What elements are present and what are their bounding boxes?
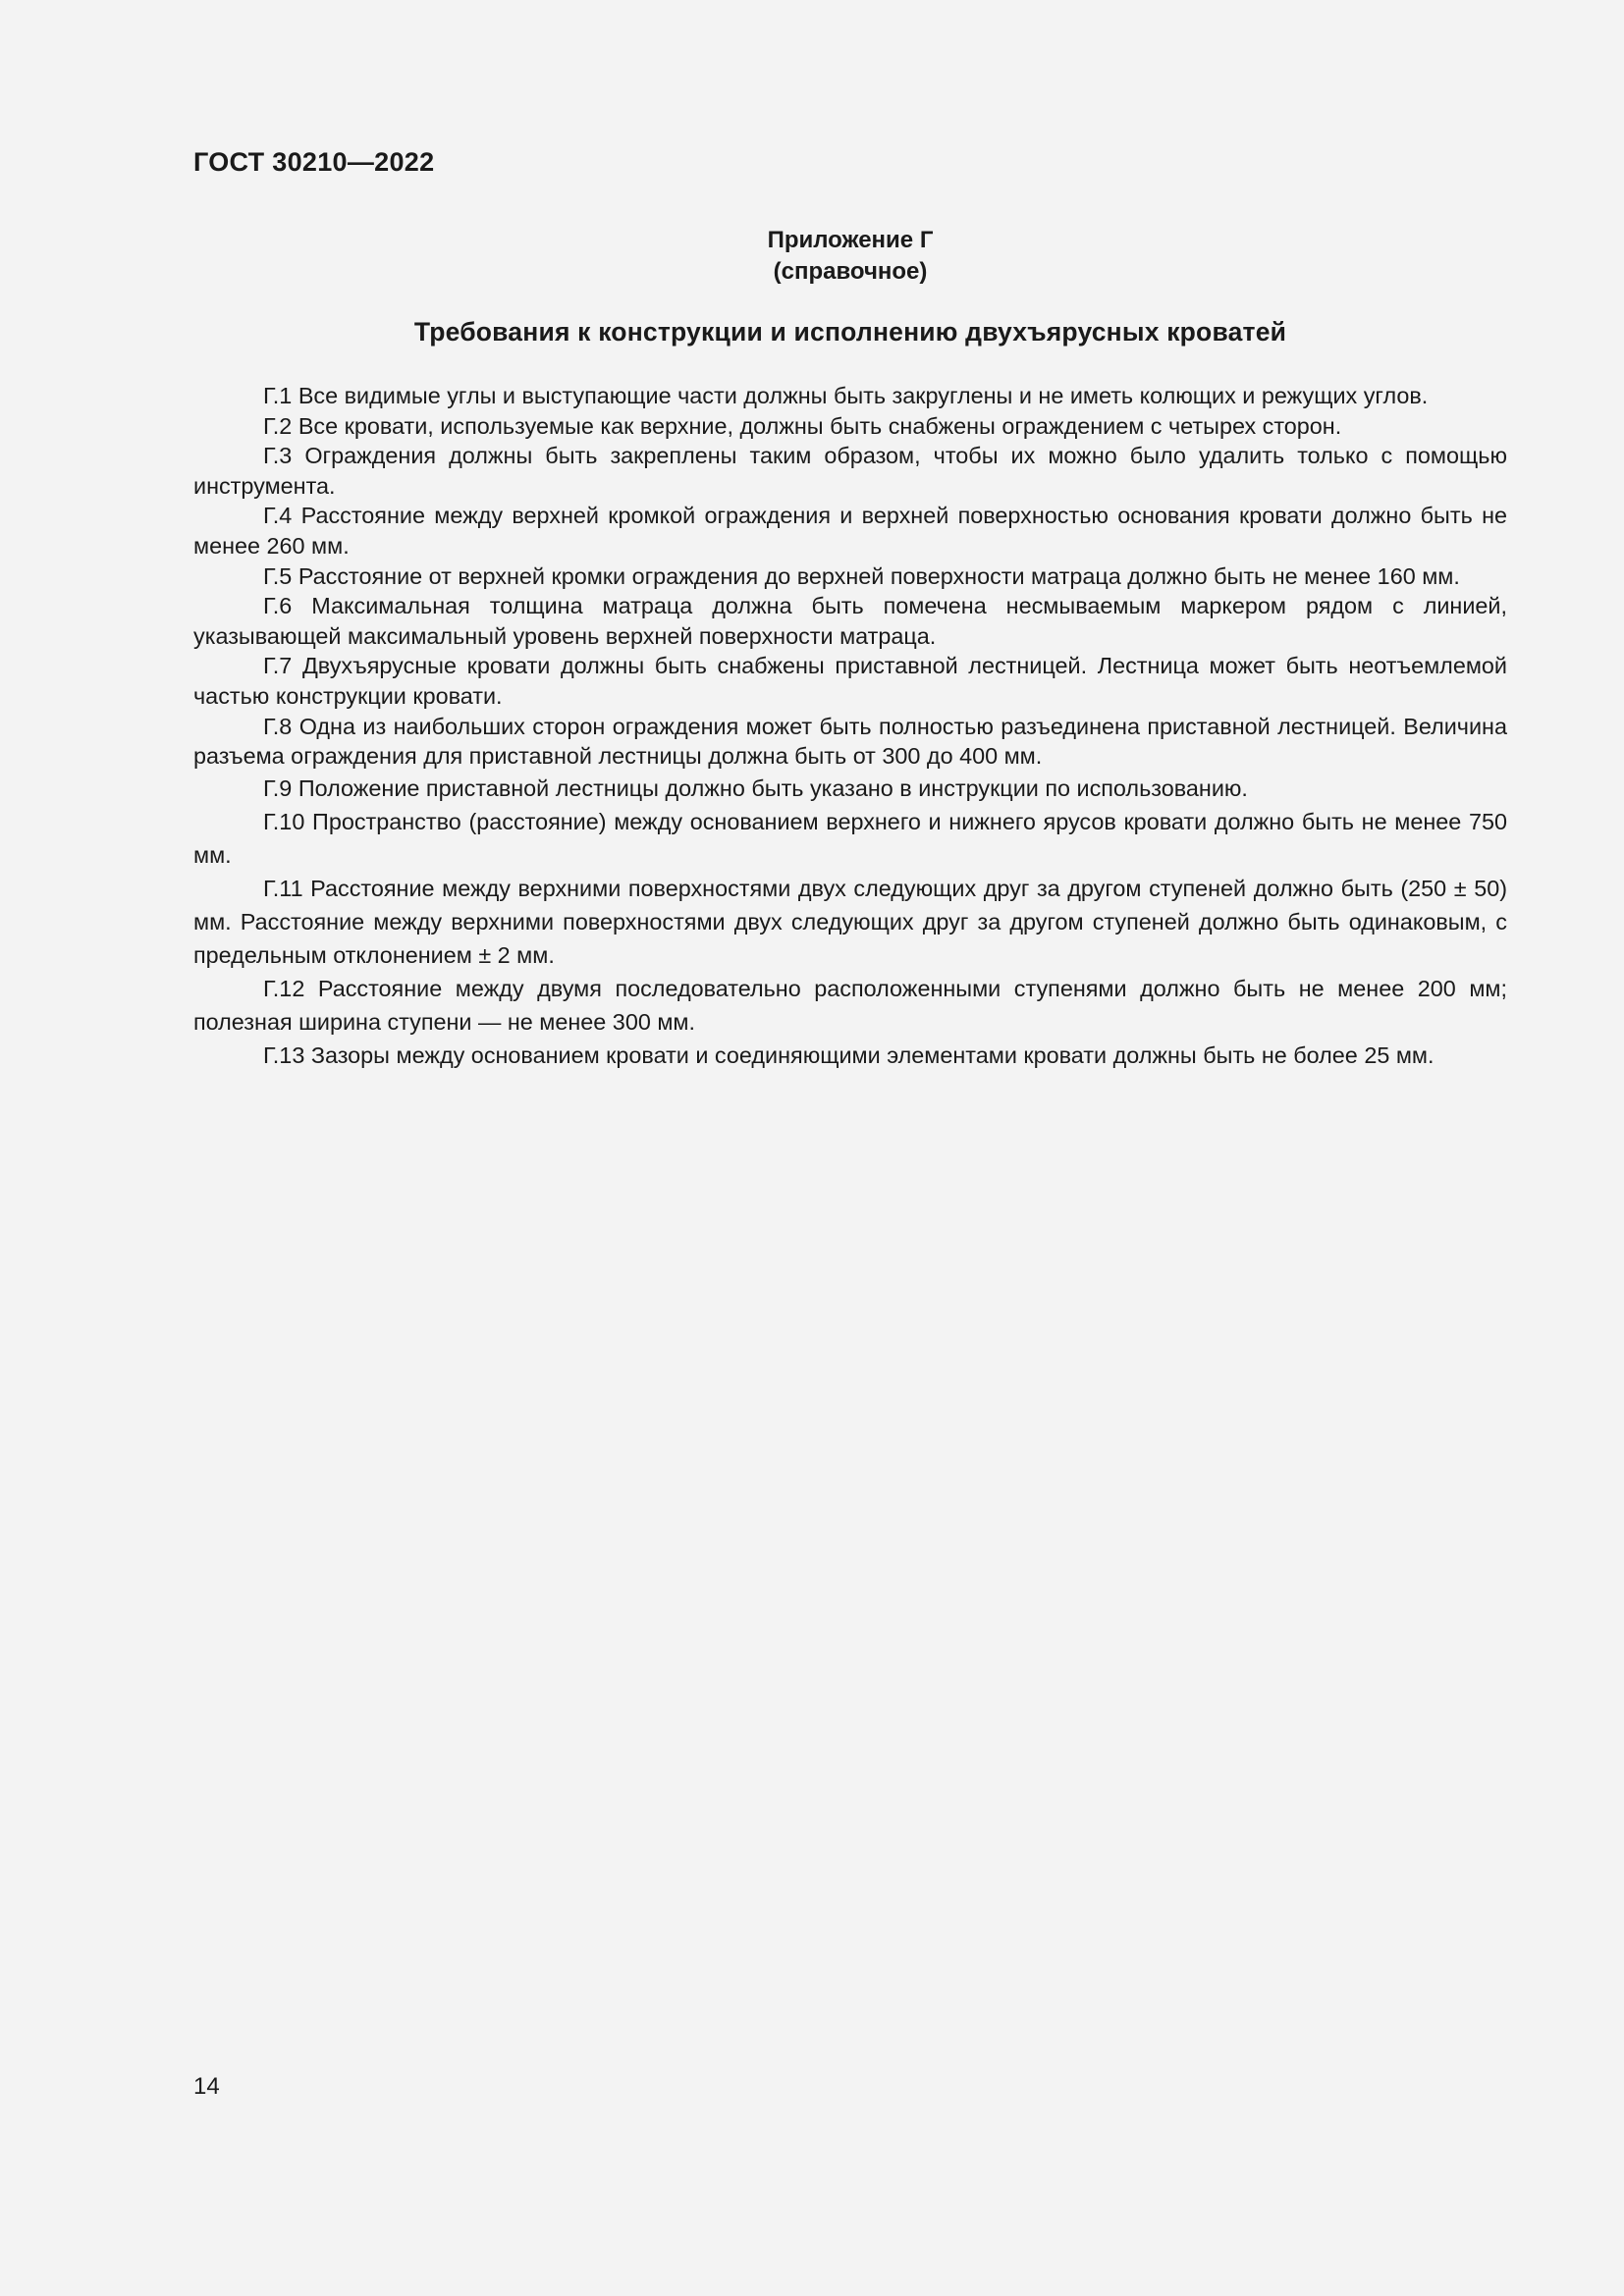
page-number: 14: [193, 2073, 220, 2100]
paragraph-g6: Г.6 Максимальная толщина матраца должна быть помечена несмываемым маркером рядом с линией, указывающей максимальный уровень верхней поверхности матраца.: [193, 593, 1507, 649]
paragraph-g5: Г.5 Расстояние от верхней кромки ограждения до верхней поверхности матраца должно быть не менее 160 мм.: [263, 562, 1460, 589]
document-header: ГОСТ 30210—2022: [193, 147, 435, 177]
appendix-title: Требования к конструкции и исполнению двухъярусных кроватей: [413, 317, 1287, 347]
paragraph-g2: Г.2 Все кровати, используемые как верхние, должны быть снабжены ограждением с четырех сторон.: [263, 412, 1342, 439]
paragraph-g3: Г.3 Ограждения должны быть закреплены таким образом, чтобы их можно было удалить только с помощью инструмента.: [193, 443, 1507, 499]
paragraph-g9: Г.9 Положение приставной лестницы должно быть указано в инструкции по использованию.: [263, 774, 1248, 801]
appendix-heading: [193, 225, 1507, 288]
appendix-type: (справочное): [773, 258, 928, 285]
paragraph-g7: Г.7 Двухъярусные кровати должны быть снабжены приставной лестницей. Лестница может быть неотъемлемой частью конструкции кровати.: [193, 653, 1507, 709]
paragraph-g1: Г.1 Все видимые углы и выступающие части должны быть закруглены и не иметь колющих и режущих углов.: [263, 383, 1429, 408]
paragraph-g8: Г.8 Одна из наибольших сторон ограждения может быть полностью разъединена приставной лестницей. Величина разъема ограждения для приставной лестницы должна быть от 300 до 400 мм.: [193, 713, 1507, 770]
appendix-name: Приложение Г: [767, 227, 934, 253]
paragraph-g11: Г.11 Расстояние между верхними поверхностями двух следующих друг за другом ступеней должно быть (250 ± 50) мм. Расстояние между верхними поверхностями двух следующих друг за другом ступеней должно быть одинаковым, с предельным отклонением ± 2 мм.: [193, 875, 1507, 968]
paragraph-g13: Г.13 Зазоры между основанием кровати и соединяющими элементами кровати должны быть не более 25 мм.: [263, 1041, 1435, 1068]
paragraph-g4: Г.4 Расстояние между верхней кромкой ограждения и верхней поверхностью основания кровати должно быть не менее 260 мм.: [193, 503, 1507, 559]
appendix-body: [193, 381, 1507, 1072]
paragraph-g12: Г.12 Расстояние между двумя последовательно расположенными ступенями должно быть не менее 200 мм; полезная ширина ступени — не менее 300 мм.: [193, 975, 1507, 1035]
paragraph-g10: Г.10 Пространство (расстояние) между основанием верхнего и нижнего ярусов кровати должно быть не менее 750 мм.: [193, 808, 1507, 868]
